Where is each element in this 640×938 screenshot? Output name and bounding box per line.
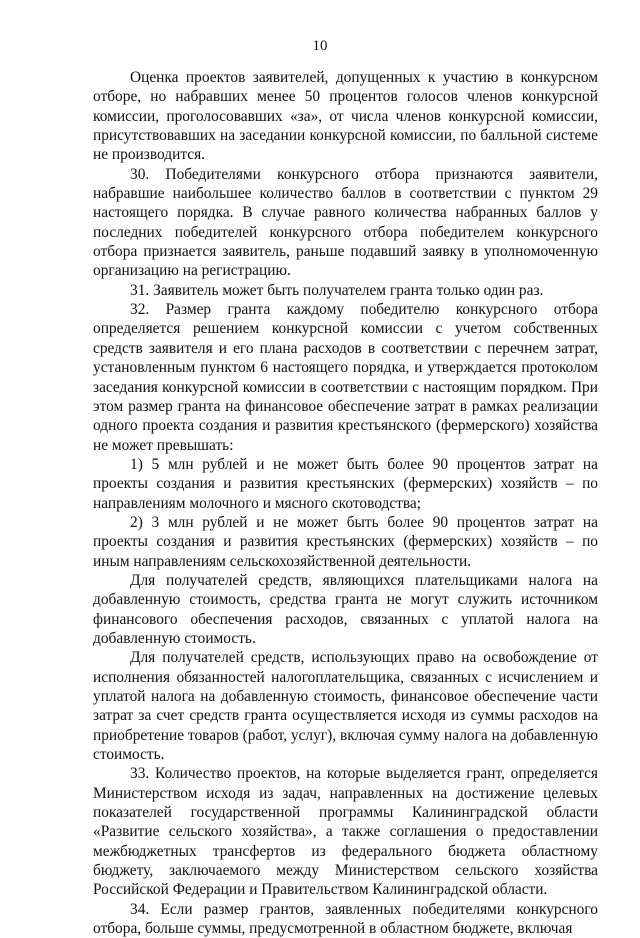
paragraph-subitem-1: 1) 5 млн рублей и не может быть более 90 процентов затрат на проекты создания и развития крестьянских (фермерских) хозяйств – по направлениям молочного и мясного скотоводства; (93, 455, 598, 512)
paragraph-item-33: 33. Количество проектов, на которые выделяется грант, определяется Министерством исходя из задач, направленных на достижение целевых показателей государственной программы Калининградской области «Развитие сельского хозяйства», а также соглашения о предоставлении межбюджетных трансфертов из федерального бюджета областному бюджету, заключаемого между Министерством сельского хозяйства Российской Федерации и Правительством Калининградской области. (93, 765, 598, 899)
paragraph-item-31: 31. Заявитель может быть получателем гранта только один раз. (130, 281, 544, 299)
paragraph-item-34: 34. Если размер грантов, заявленных победителями конкурсного отбора, больше суммы, предусмотренной в областном бюджете, включая (93, 900, 598, 938)
paragraph-item-30: 30. Победителями конкурсного отбора признаются заявители, набравшие наибольшее количество баллов в соответствии с пунктом 29 настоящего порядка. В случае равного количества набранных баллов у последних победителей конкурсного отбора победителем конкурсного отбора признается заявитель, раньше подавший заявку в уполномоченную организацию на регистрацию. (93, 165, 598, 280)
paragraph-vat-exempt: Для получателей средств, использующих право на освобождение от исполнения обязанностей налогоплательщика, связанных с исчислением и уплатой налога на добавленную стоимость, финансовое обеспечение части затрат за счет средств гранта осуществляется исходя из суммы расходов на приобретение товаров (работ, услуг), включая сумму налога на добавленную стоимость. (93, 649, 598, 764)
paragraph-vat-payers: Для получателей средств, являющихся плательщиками налога на добавленную стоимость, средства гранта не могут служить источником финансового обеспечения расходов, связанных с уплатой налога на добавленную стоимость. (93, 571, 598, 647)
paragraph-intro-assessment: Оценка проектов заявителей, допущенных к участию в конкурсном отборе, но набравших менее 50 процентов голосов членов конкурсной комиссии, проголосовавших «за», от числа членов конкурсной комиссии, присутствовавших на заседании конкурсной комиссии, по балльной системе не производится. (93, 69, 598, 164)
paragraph-subitem-2: 2) 3 млн рублей и не может быть более 90 процентов затрат на проекты создания и развития крестьянских (фермерских) хозяйств – по иным направлениям сельскохозяйственной деятельности. (93, 513, 598, 570)
page-number: 10 (312, 38, 328, 54)
document-body (93, 68, 598, 938)
paragraph-item-32: 32. Размер гранта каждому победителю конкурсного отбора определяется решением конкурсной комиссии с учетом собственных средств заявителя и его плана расходов в соответствии с перечнем затрат, установленным пунктом 6 настоящего порядка, и утверждается протоколом заседания конкурсной комиссии в соответствии с настоящим порядком. При этом размер гранта на финансовое обеспечение затрат в рамках реализации одного проекта создания и развития крестьянского (фермерского) хозяйства не может превышать: (93, 301, 598, 454)
